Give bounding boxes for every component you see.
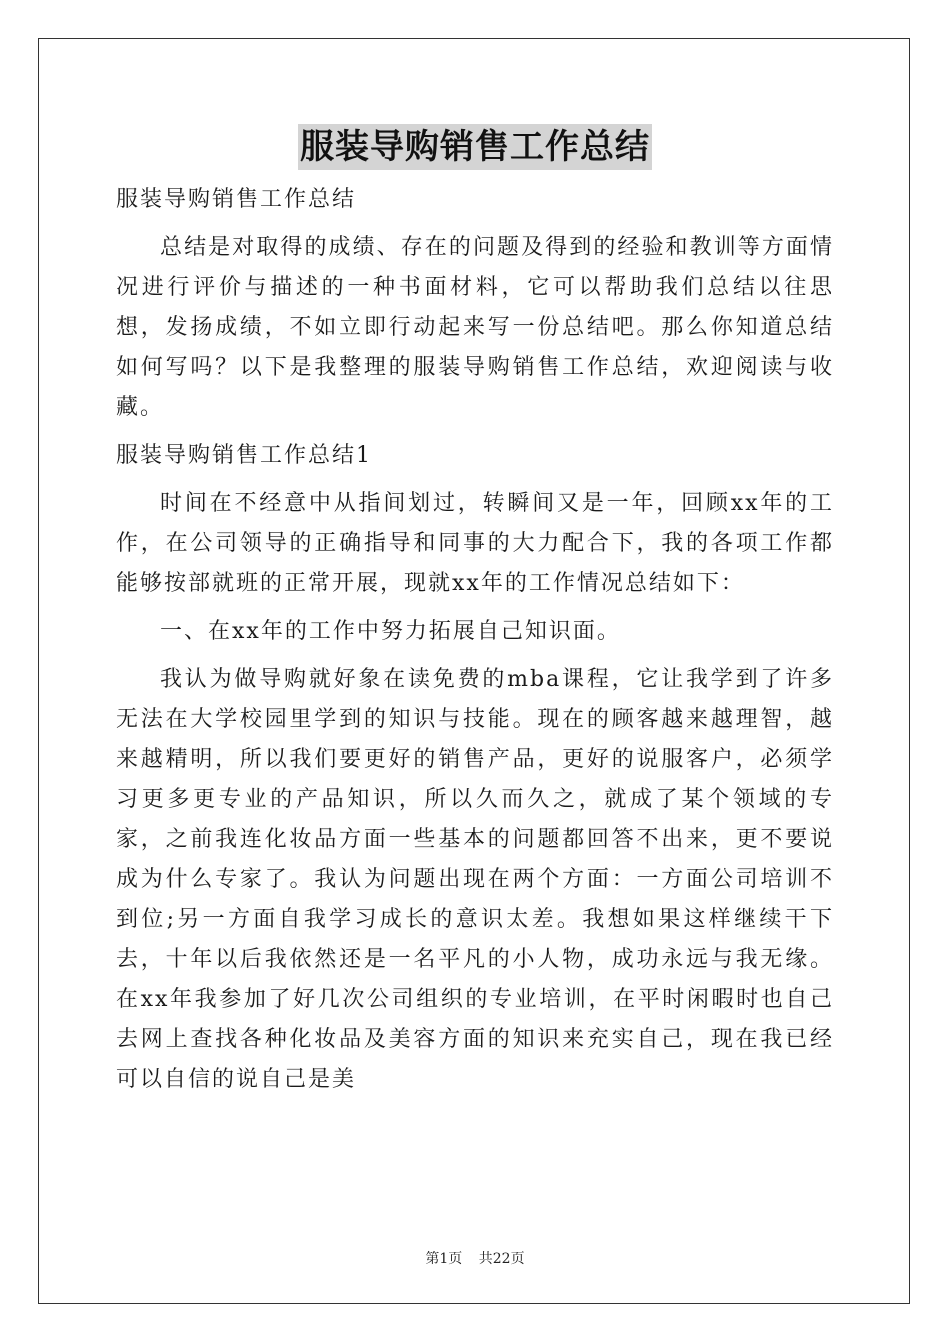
document-body	[116, 180, 834, 1108]
page-total: 共22页	[478, 1251, 525, 1267]
paragraph: 一、在xx年的工作中努力拓展自己知识面。	[160, 619, 621, 644]
page-footer	[0, 1248, 950, 1268]
section-heading: 服装导购销售工作总结	[116, 187, 357, 212]
paragraph: 总结是对取得的成绩、存在的问题及得到的经验和教训等方面情况进行评价与描述的一种书面材料，它可以帮助我们总结以往思想，发扬成绩，不如立即行动起来写一份总结吧。那么你知道总结如何写吗？以下是我整理的服装导购销售工作总结，欢迎阅读与收藏。	[116, 235, 834, 420]
page-number: 第1页	[425, 1251, 463, 1267]
section-heading: 服装导购销售工作总结1	[116, 443, 372, 468]
document-title: 服装导购销售工作总结	[298, 124, 652, 170]
paragraph: 时间在不经意中从指间划过，转瞬间又是一年，回顾xx年的工作，在公司领导的正确指导和同事的大力配合下，我的各项工作都能够按部就班的正常开展，现就xx年的工作情况总结如下：	[116, 491, 834, 596]
title-wrap	[0, 124, 950, 170]
paragraph: 我认为做导购就好象在读免费的mba课程，它让我学到了许多无法在大学校园里学到的知识与技能。现在的顾客越来越理智，越来越精明，所以我们要更好的销售产品，更好的说服客户，必须学习更多更专业的产品知识，所以久而久之，就成了某个领域的专家，之前我连化妆品方面一些基本的问题都回答不出来，更不要说成为什么专家了。我认为问题出现在两个方面：一方面公司培训不到位;另一方面自我学习成长的意识太差。我想如果这样继续干下去，十年以后我依然还是一名平凡的小人物，成功永远与我无缘。在xx年我参加了好几次公司组织的专业培训，在平时闲暇时也自己去网上查找各种化妆品及美容方面的知识来充实自己，现在我已经可以自信的说自己是美	[116, 667, 834, 1092]
